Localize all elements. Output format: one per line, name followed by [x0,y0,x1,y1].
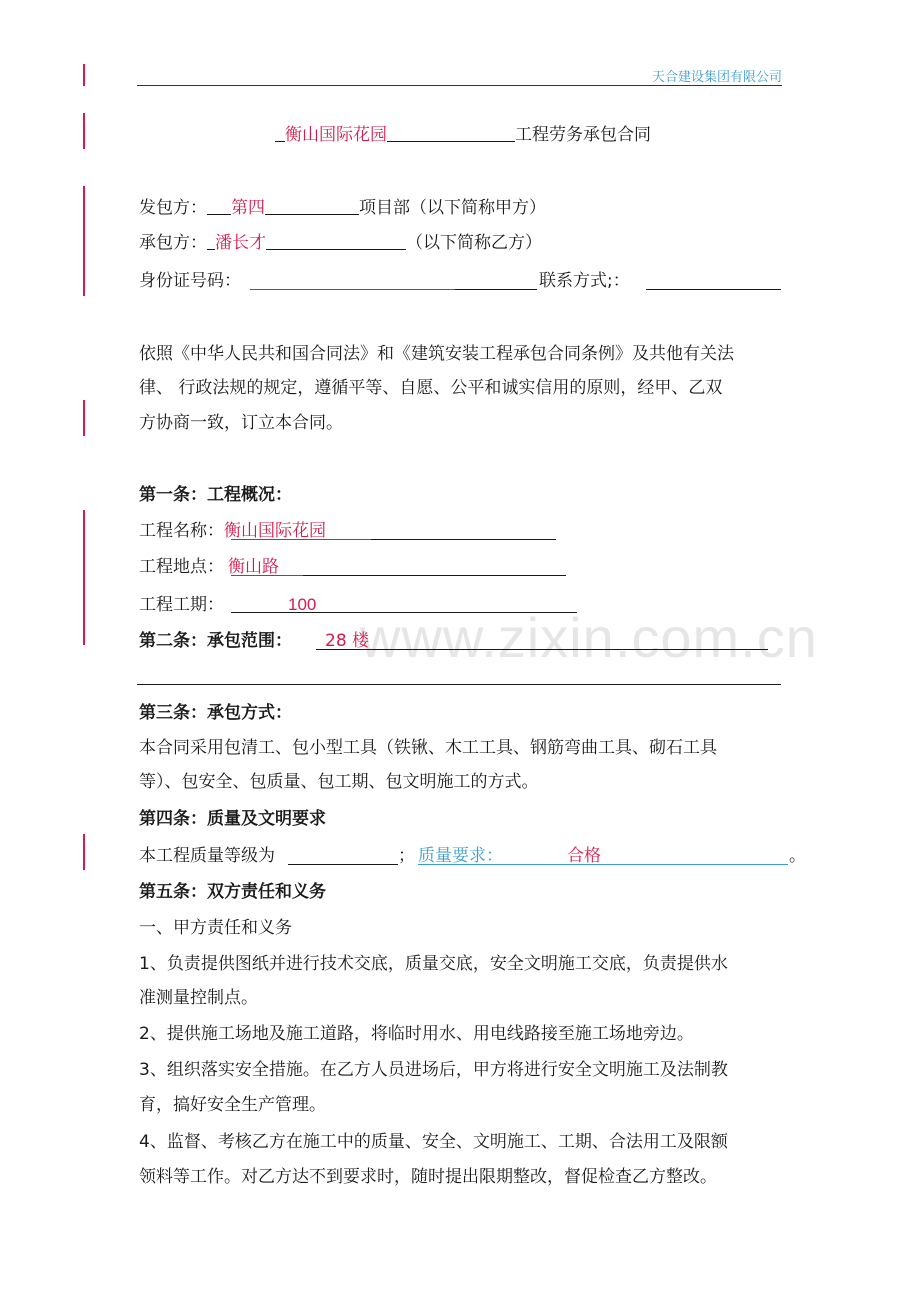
id-row [139,270,241,292]
article2-value: 28 楼 [325,631,370,651]
document-title [275,124,651,146]
header-company: 天合建设集团有限公司 [651,70,782,85]
title-project: 衡山国际花园 [285,125,387,145]
margin-mark [83,186,85,296]
article3-line: 本合同采用包清工、包小型工具（铁锹、木工工具、钢筋弯曲工具、砌石工具 [139,738,717,758]
contact-line [646,289,781,290]
id-label: 身份证号码： [139,271,241,291]
margin-mark [83,64,85,86]
article5-item: 领料等工作。对乙方达不到要求时，随时提出限期整改，督促检查乙方整改。 [139,1167,717,1187]
article5-item: 1、负责提供图纸并进行技术交底，质量交底，安全文明施工交底，负责提供水 [139,954,728,974]
quality-grade-line [288,864,398,865]
margin-mark [83,510,85,645]
watermark: www.zixin.com.cn [360,606,818,669]
intro-line: 方协商一致，订立本合同。 [139,413,343,433]
margin-mark [83,400,85,436]
quality-semicolon: ； [398,846,415,866]
margin-mark [83,113,85,149]
quality-period: 。 [789,846,806,866]
contractor-label: 承包方： [139,233,207,253]
article5-item: 2、提供施工场地及施工道路，将临时用水、用电线路接至施工场地旁边。 [139,1024,694,1044]
title-rest: 工程劳务承包合同 [515,125,651,145]
project-period-line [231,612,577,613]
article5-item: 育，搞好安全生产管理。 [139,1095,326,1115]
project-period-value: 100 [288,595,317,614]
quality-req-label: 质量要求： [418,846,503,866]
article5-item: 3、组织落实安全措施。在乙方人员进场后，甲方将进行安全文明施工及法制教 [139,1060,728,1080]
article5-heading: 第五条：双方责任和义务 [139,882,326,902]
quality-req-line [418,864,788,865]
project-name-line-tail [371,539,556,540]
issuer-suffix: 项目部（以下简称甲方） [359,198,546,218]
id-number-line-tail [455,289,537,290]
header-rule [137,85,782,86]
issuer-row [139,197,546,219]
article2-line [316,649,768,650]
article4-heading: 第四条：质量及文明要求 [139,809,326,829]
project-location-label: 工程地点： [139,557,224,577]
project-name-line [231,539,371,540]
issuer-label: 发包方： [139,198,207,218]
article5-item: 4、监督、考核乙方在施工中的质量、安全、文明施工、工期、合法用工及限额 [139,1132,728,1152]
id-number-line [250,289,455,290]
project-location-line [231,575,303,576]
article1-heading: 第一条：工程概况： [139,485,292,505]
margin-mark [83,834,85,870]
quality-req-value: 合格 [567,846,601,866]
project-name-value: 衡山国际花园 [224,521,326,541]
project-name-label: 工程名称： [139,521,224,541]
intro-line: 律、 行政法规的规定，遵循平等、自愿、公平和诚实信用的原则，经甲、乙双 [139,378,723,398]
intro-line: 依照《中华人民共和国合同法》和《建筑安装工程承包合同条例》及共他有关法 [139,344,734,364]
article3-line: 等）、包安全、包质量、包工期、包文明施工的方式。 [139,772,539,792]
quality-grade-label: 本工程质量等级为 [139,846,275,866]
contractor-value: 潘长才 [215,233,266,253]
project-location-value: 衡山路 [228,557,279,577]
project-period-label: 工程工期： [139,595,224,615]
article5-item: 准测量控制点。 [139,988,258,1008]
article3-heading: 第三条：承包方式： [139,703,292,723]
contractor-row [139,232,542,254]
contractor-suffix: （以下简称乙方） [406,233,542,253]
article5-sub-heading: 一、甲方责任和义务 [139,918,292,938]
project-location-line-tail [303,575,566,576]
contact-label: 联系方式;： [539,271,630,291]
issuer-value: 第四 [231,198,265,218]
article2-heading: 第二条：承包范围： [139,631,292,651]
article2-line2 [137,684,781,685]
